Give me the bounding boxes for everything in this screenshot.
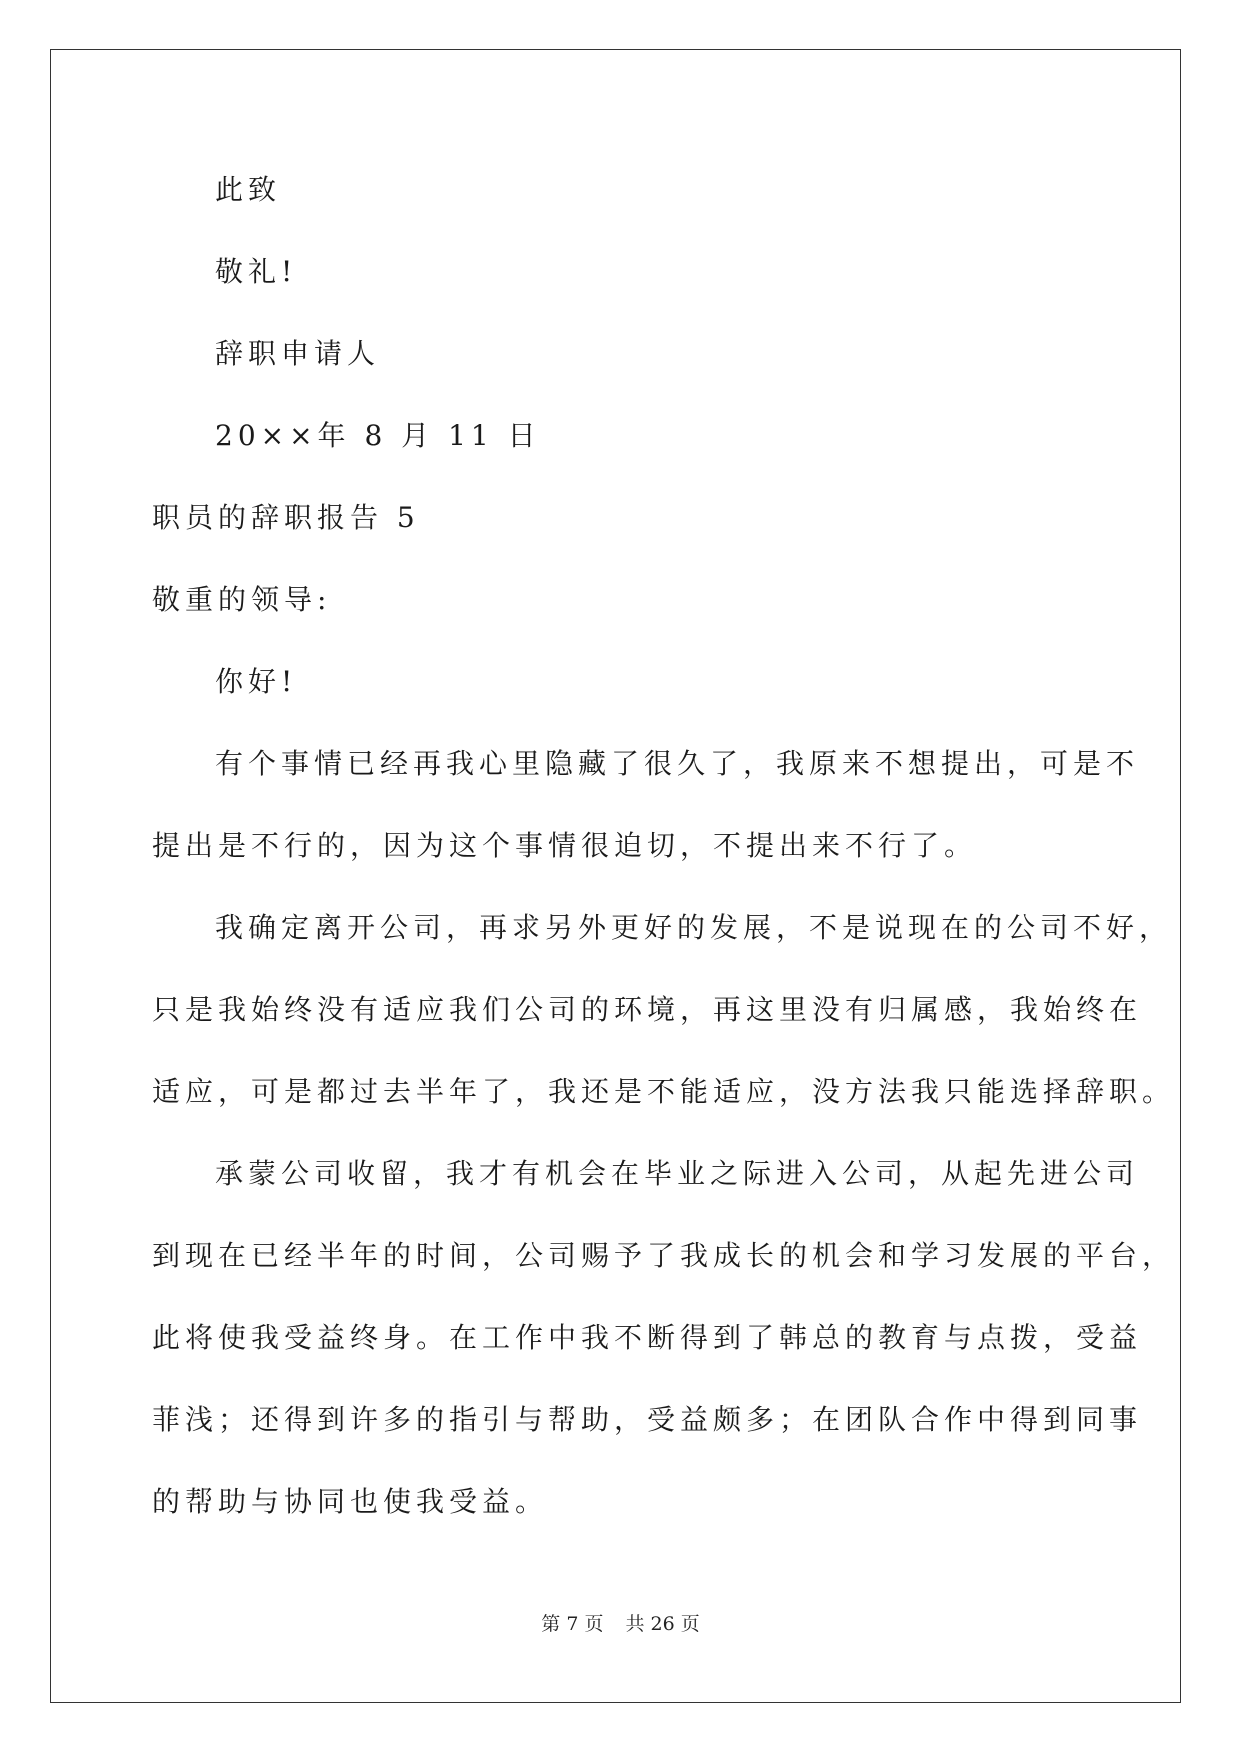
closing-line-1: 此致 <box>215 173 282 206</box>
body-line: 菲浅；还得到许多的指引与帮助，受益颇多；在团队合作中得到同事 <box>152 1403 1143 1436</box>
closing-line-2: 敬礼! <box>215 255 298 288</box>
body-line: 承蒙公司收留，我才有机会在毕业之际进入公司，从起先进公司 <box>215 1157 1140 1190</box>
page-border <box>50 49 1181 1703</box>
body-line: 的帮助与协同也使我受益。 <box>152 1485 549 1518</box>
salutation-line: 敬重的领导: <box>152 583 332 616</box>
body-line: 有个事情已经再我心里隐藏了很久了，我原来不想提出，可是不 <box>215 747 1140 780</box>
page-number <box>0 1612 1241 1636</box>
body-line: 到现在已经半年的时间，公司赐予了我成长的机会和学习发展的平台， <box>152 1239 1176 1272</box>
greeting-line: 你好! <box>215 665 298 698</box>
body-line: 提出是不行的，因为这个事情很迫切，不提出来不行了。 <box>152 829 978 862</box>
body-line: 适应，可是都过去半年了，我还是不能适应，没方法我只能选择辞职。 <box>152 1075 1176 1108</box>
body-line: 我确定离开公司，再求另外更好的发展，不是说现在的公司不好， <box>215 911 1173 944</box>
signer-line: 辞职申请人 <box>215 337 381 370</box>
date-line: 20××年 8 月 11 日 <box>215 419 541 452</box>
current-page-label: 第 7 页 <box>541 1613 604 1635</box>
total-pages-label: 共 26 页 <box>625 1613 700 1635</box>
section-title: 职员的辞职报告 5 <box>152 501 420 534</box>
body-line: 此将使我受益终身。在工作中我不断得到了韩总的教育与点拨，受益 <box>152 1321 1143 1354</box>
body-line: 只是我始终没有适应我们公司的环境，再这里没有归属感，我始终在 <box>152 993 1143 1026</box>
